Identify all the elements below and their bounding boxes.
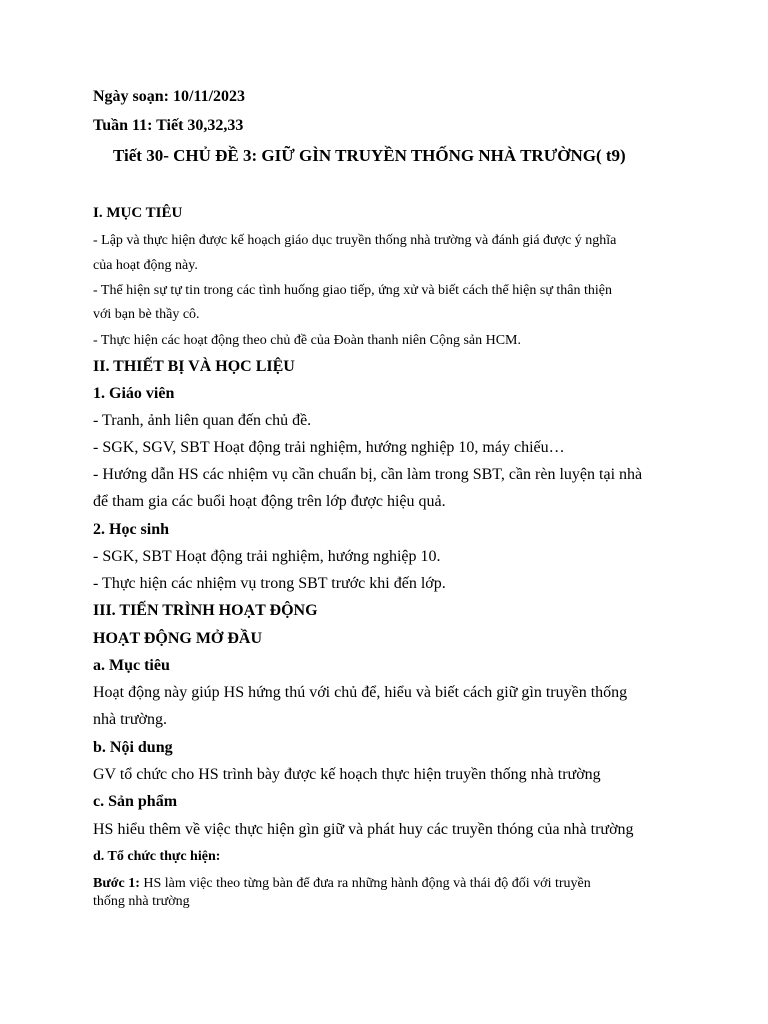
objective-line: của hoạt động này. xyxy=(93,258,198,273)
section1-heading: I. MỤC TIÊU xyxy=(93,205,183,221)
step1-line2: thống nhà trường xyxy=(93,894,190,909)
goal-line: nhà trường. xyxy=(93,711,168,728)
objective-line: - Thực hiện các hoạt động theo chủ đề của Đoàn thanh niên Cộng sản HCM. xyxy=(93,333,521,348)
teacher-line: - Tranh, ảnh liên quan đến chủ đề. xyxy=(93,412,312,429)
teacher-line: - Hướng dẫn HS các nhiệm vụ cần chuẩn bị, cần làm trong SBT, cần rèn luyện tại nhà xyxy=(93,466,643,483)
objective-line: - Lập và thực hiện được kế hoạch giáo dục truyền thống nhà trường và đánh giá được ý nghĩa xyxy=(93,233,617,248)
step1-line xyxy=(93,876,591,892)
organization-heading: d. Tổ chức thực hiện: xyxy=(93,849,221,864)
content-heading: b. Nội dung xyxy=(93,739,173,756)
teacher-line: để tham gia các buổi hoạt động trên lớp được hiệu quả. xyxy=(93,493,446,510)
week-period: Tuần 11: Tiết 30,32,33 xyxy=(93,117,244,134)
content-text: GV tổ chức cho HS trình bày được kế hoạch thực hiện truyền thống nhà trường xyxy=(93,766,601,783)
section2-heading: II. THIẾT BỊ VÀ HỌC LIỆU xyxy=(93,358,295,375)
goal-line: Hoạt động này giúp HS hứng thú với chủ để, hiểu và biết cách giữ gìn truyền thống xyxy=(93,684,628,701)
student-heading: 2. Học sinh xyxy=(93,521,170,538)
student-line: - Thực hiện các nhiệm vụ trong SBT trước khi đến lớp. xyxy=(93,575,446,592)
step1-label: Bước 1: xyxy=(93,876,140,891)
teacher-heading: 1. Giáo viên xyxy=(93,385,175,402)
teacher-line: - SGK, SGV, SBT Hoạt động trải nghiệm, hướng nghiệp 10, máy chiếu… xyxy=(93,439,565,456)
step1-text: HS làm việc theo từng bàn để đưa ra những hành động và thái độ đối với truyền xyxy=(139,876,591,891)
date-prepared: Ngày soạn: 10/11/2023 xyxy=(93,88,246,105)
product-text: HS hiểu thêm về việc thực hiện gìn giữ và phát huy các truyền thóng của nhà trường xyxy=(93,821,634,838)
activity-heading: HOẠT ĐỘNG MỞ ĐẦU xyxy=(93,630,263,647)
section3-heading: III. TIẾN TRÌNH HOẠT ĐỘNG xyxy=(93,602,318,619)
goal-heading: a. Mục tiêu xyxy=(93,657,170,674)
student-line: - SGK, SBT Hoạt động trải nghiệm, hướng nghiệp 10. xyxy=(93,548,441,565)
product-heading: c. Sản phẩm xyxy=(93,793,178,810)
objective-line: - Thể hiện sự tự tin trong các tình huống giao tiếp, ứng xử và biết cách thể hiện sự thân thiện xyxy=(93,283,613,298)
objective-line: với bạn bè thầy cô. xyxy=(93,307,200,322)
lesson-title: Tiết 30- CHỦ ĐỀ 3: GIỮ GÌN TRUYỀN THỐNG NHÀ TRƯỜNG( t9) xyxy=(113,146,626,165)
